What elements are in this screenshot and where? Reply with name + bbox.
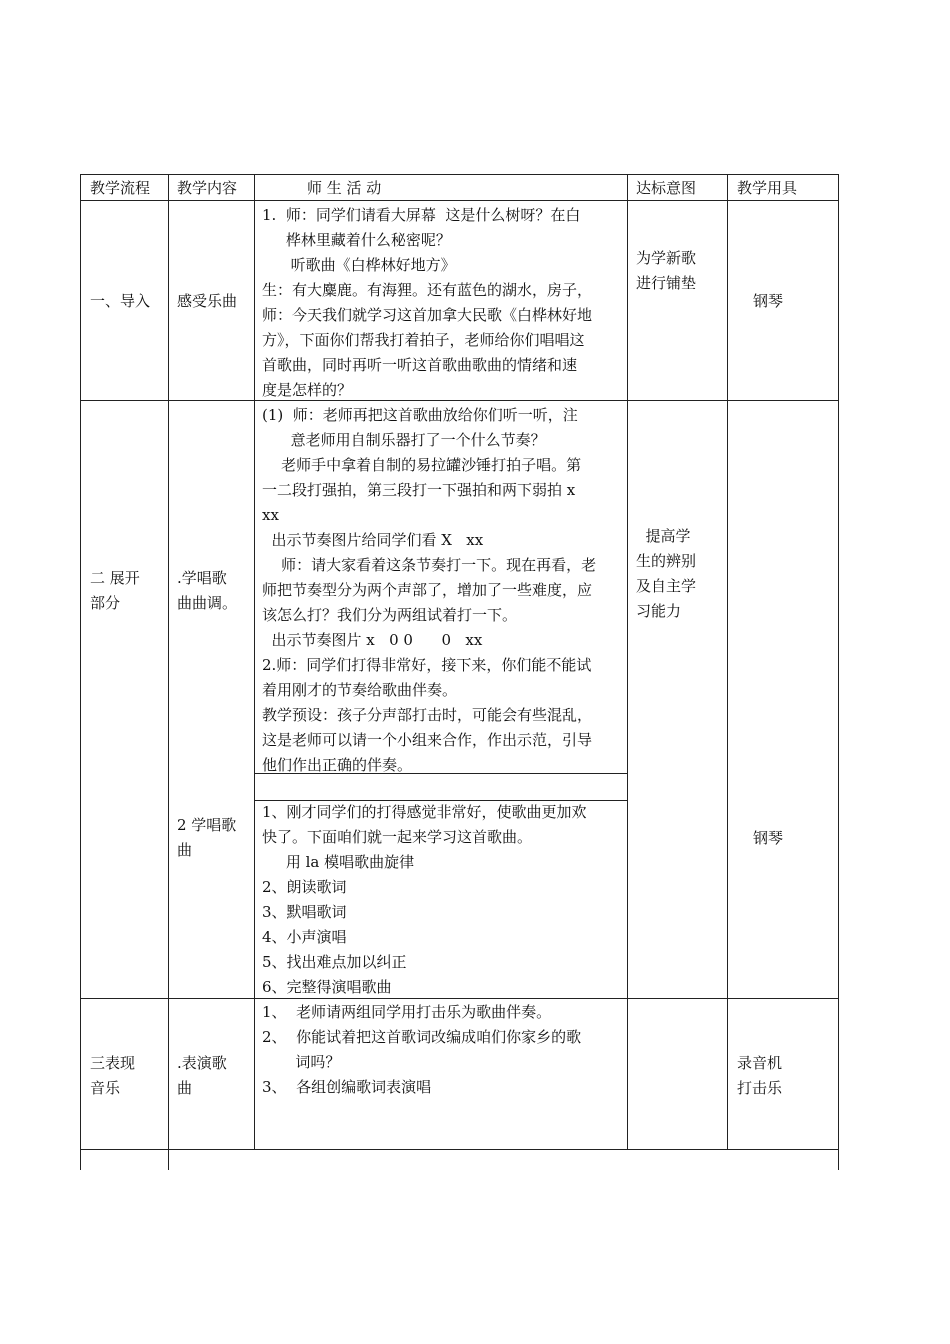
row2-activity-a-line: 出示节奏图片 x 0 0 0 xx: [262, 631, 483, 649]
row1-activity-line: 首歌曲，同时再听一听这首歌曲歌曲的情绪和速: [262, 356, 578, 374]
row1-tools: 钢琴: [753, 292, 784, 310]
row2-activity-a-line: 这是老师可以请一个小组来合作，作出示范，引导: [262, 731, 593, 749]
row2-activity-a-line: xx: [262, 506, 279, 524]
col-line-1: [168, 174, 169, 1170]
col-line-2: [254, 174, 255, 1150]
row1-activity-line: 度是怎样的？: [262, 381, 353, 399]
row2-flow-line: 部分: [90, 594, 121, 612]
row2-activity-b-line: 5、找出难点加以纠正: [262, 953, 407, 971]
row3-activity-line: 3、 各组创编歌词表演唱: [262, 1078, 432, 1096]
row1-activity: [262, 203, 592, 403]
header-divider: [80, 200, 839, 201]
row2-activity-b-line: 6、完整得演唱歌曲: [262, 978, 392, 996]
row1-activity-line: 生：有大麋鹿。有海狸。还有蓝色的湖水，房子，: [262, 281, 593, 299]
header-tools: 教学用具: [737, 179, 798, 197]
row2-activity-a-line: 意老师用自制乐器打了一个什么节奏？: [262, 431, 546, 449]
row3-flow-line: 音乐: [90, 1079, 121, 1097]
row2-goal-line: 习能力: [636, 602, 682, 620]
row1-activity-line: 桦林里藏着什么秘密呢？: [262, 231, 451, 249]
row2-activity-a-line: (1) 师：老师再把这首歌曲放给你们听一听，注: [262, 406, 578, 424]
row2-content-b: [177, 813, 236, 863]
row2-content-a-line: 曲曲调。: [177, 594, 238, 612]
row3-activity-line: 1、 老师请两组同学用打击乐为歌曲伴奏。: [262, 1003, 552, 1021]
row2-flow-line: 二 展开: [90, 569, 140, 587]
row1-activity-line: 方》，下面你们帮我打着拍子，老师给你们唱唱这: [262, 331, 585, 349]
row1-flow: 一、导入: [90, 292, 151, 310]
row3-tools-line: 录音机: [737, 1054, 783, 1072]
row3-activity-line: 词吗？: [262, 1053, 341, 1071]
row3-activity: [262, 1000, 581, 1100]
row2-activity-a-line: 师：请大家看着这条节奏打一下。现在再看，老: [262, 556, 597, 574]
row2-activity-b-line: 1、刚才同学们的打得感觉非常好，使歌曲更加欢: [262, 803, 587, 821]
header-goal: 达标意图: [636, 179, 697, 197]
row2-tools: 钢琴: [753, 829, 784, 847]
col-line-4: [727, 174, 728, 1150]
row1-activity-line: 师：今天我们就学习这首加拿大民歌《白桦林好地: [262, 306, 593, 324]
table-border-top: [80, 174, 839, 175]
col-line-5: [838, 174, 839, 1170]
row2-goal-line: 及自主学: [636, 577, 697, 595]
row2-activity-b-line: 4、小声演唱: [262, 928, 347, 946]
row2-content-a: [177, 566, 237, 616]
row3-tools: [737, 1051, 782, 1101]
row1-goal-line: 进行铺垫: [636, 274, 697, 292]
row2-activity-b-line: 快了。下面咱们就一起来学习这首歌曲。: [262, 828, 533, 846]
row2-goal-line: 提高学: [636, 527, 691, 545]
row3-flow: [90, 1051, 135, 1101]
row2-activity-a-line: 出示节奏图片给同学们看 X xx: [262, 531, 484, 549]
row1-activity-line: 1. 师：同学们请看大屏幕 这是什么树呀？在白: [262, 206, 581, 224]
row2-activity-b-line: 用 la 模唱歌曲旋律: [262, 853, 415, 871]
row3-content-line: 曲: [177, 1079, 193, 1097]
row2-activity-b-line: 2、朗读歌词: [262, 878, 347, 896]
row1-goal: [636, 246, 696, 296]
row2-activity-b-line: 3、默唱歌词: [262, 903, 347, 921]
header-activity: 师 生 活 动: [307, 179, 382, 197]
header-flow: 教学流程: [90, 179, 151, 197]
row2-activity-a-line: 2.师：同学们打得非常好，接下来，你们能不能试: [262, 656, 592, 674]
row2-activity-b: [262, 800, 587, 1000]
row3-tools-line: 打击乐: [737, 1079, 783, 1097]
row2-goal-line: 生的辨别: [636, 552, 697, 570]
col-line-0: [80, 174, 81, 1170]
row2-activity-a: [262, 403, 596, 778]
row2-activity-a-line: 师把节奏型分为两个声部了，增加了一些难度，应: [262, 581, 593, 599]
row3-content: [177, 1051, 227, 1101]
row2-content-b-line: 2 学唱歌: [177, 816, 237, 834]
row2-content-a-line: .学唱歌: [177, 569, 227, 587]
col-line-3: [627, 174, 628, 1150]
row3-activity-line: 2、 你能试着把这首歌词改编成咱们你家乡的歌: [262, 1028, 582, 1046]
row3-content-line: .表演歌: [177, 1054, 227, 1072]
row2-content-b-line: 曲: [177, 841, 193, 859]
row3-divider: [80, 1149, 839, 1150]
row2-activity-a-line: 老师手中拿着自制的易拉罐沙锤打拍子唱。第: [262, 456, 582, 474]
row2-flow: [90, 566, 140, 616]
row2-goal: [636, 524, 696, 624]
row2-activity-a-line: 该怎么打？我们分为两组试着打一下。: [262, 606, 518, 624]
row2-activity-a-line: 他们作出正确的伴奏。: [262, 756, 413, 774]
row2-activity-a-line: 一二段打强拍，第三段打一下强拍和两下弱拍 x: [262, 481, 576, 499]
row2-activity-a-line: 着用刚才的节奏给歌曲伴奏。: [262, 681, 458, 699]
row2-activity-a-line: 教学预设：孩子分声部打击时，可能会有些混乱，: [262, 706, 593, 724]
row1-goal-line: 为学新歌: [636, 249, 697, 267]
row1-activity-line: 听歌曲《白桦林好地方》: [262, 256, 456, 274]
header-content: 教学内容: [177, 179, 238, 197]
row1-content: 感受乐曲: [177, 292, 238, 310]
row3-flow-line: 三表现: [90, 1054, 136, 1072]
